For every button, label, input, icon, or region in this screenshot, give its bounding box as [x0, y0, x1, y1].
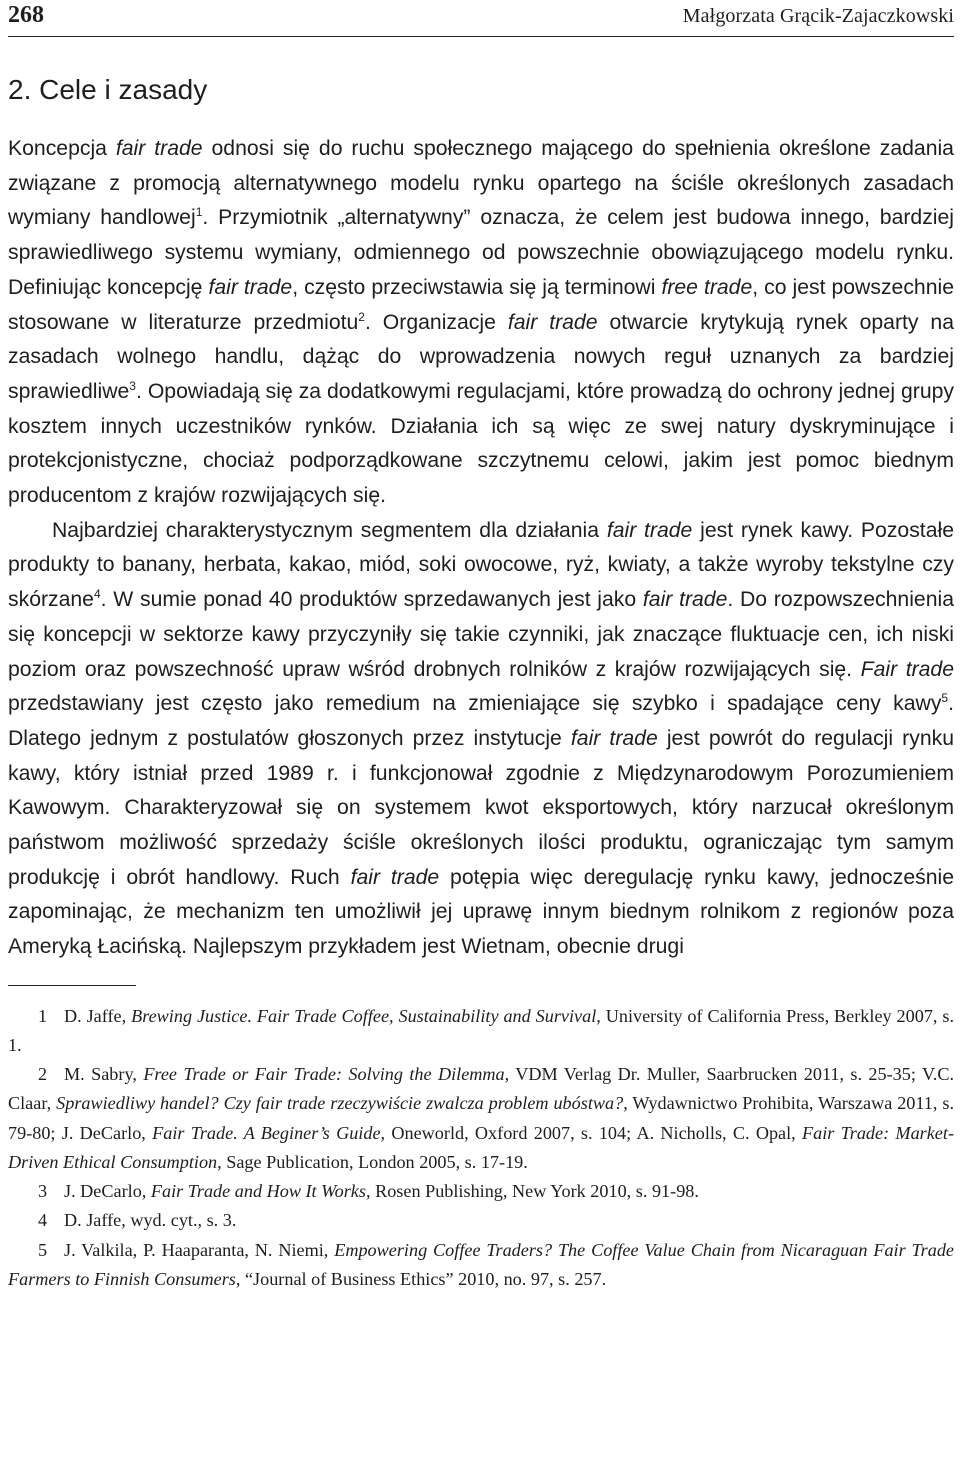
footnote-text: [64, 1181, 699, 1201]
italic-term: fair trade: [350, 865, 440, 889]
paragraph: [8, 514, 954, 965]
footnote-separator: [8, 985, 136, 986]
footnote-text: [64, 1210, 236, 1230]
paragraph: [8, 132, 954, 514]
text-run: . Przymiotnik „alternatywny” oznacza, że celem jest budowa innego, bardziej sprawiedliwego systemu wymiany, odmiennego od powszechnie obowiązującego modelu rynku. Definiując koncepcję: [8, 206, 955, 299]
footnote: [8, 1177, 954, 1206]
italic-term: Fair Trade and How It Works: [150, 1181, 366, 1202]
italic-term: Fair Trade: Market-Driven Ethical Consumption: [8, 1122, 954, 1172]
footnote-reference: 1: [195, 205, 203, 220]
text-run: D. Jaffe,: [64, 1005, 132, 1026]
text-run: jest powrót do regulacji rynku kawy, który istniał przed 1989 r. i funkcjonował zgodnie z Międzynarodowym Porozumieniem Kawowym. Charakteryzował się on systemem kwot eksportowych, który narzucał określonym państwom możliwość sprzedaży ściśle określonych ilości produktu, ograniczając tym samym produkcję i obrót handlowy. Ruch: [8, 726, 954, 889]
italic-term: fair trade: [115, 137, 203, 160]
italic-term: free trade: [661, 275, 753, 299]
text-run: jest rynek kawy. Pozostałe produkty to banany, herbata, kakao, miód, soki owocowe, ryż, kwiaty, a także wyroby tekstylne czy skórzane: [8, 518, 954, 612]
footnote-number: 1: [38, 1005, 48, 1026]
text-run: . Organizacje: [364, 310, 508, 334]
italic-term: Free Trade or Fair Trade: Solving the Dilemma: [143, 1064, 505, 1085]
text-run: , “Journal of Business Ethics” 2010, no. 97, s. 257.: [235, 1268, 607, 1289]
text-run: przedstawiany jest często jako remedium na zmieniające się szybko i spadające ceny kawy: [8, 692, 942, 716]
footnote: [8, 1236, 954, 1294]
footnote-number: 2: [38, 1064, 48, 1085]
text-run: . Dlatego jednym z postulatów głoszonych przez instytucje: [8, 692, 954, 750]
text-run: . W sumie ponad 40 produktów sprzedawanych jest jako: [100, 588, 643, 612]
text-run: potępia więc deregulację rynku kawy, jednocześnie zapominając, że mechanizm ten umożliwił jej uprawę innym biednym rolnikom z regionów poza Ameryką Łacińską. Najlepszym przykładem jest Wietnam, obecnie drugi: [8, 865, 954, 959]
document-page: [8, 0, 954, 1294]
italic-term: fair trade: [208, 275, 293, 299]
italic-term: Fair trade: [860, 657, 954, 681]
italic-term: Fair Trade. A Beginer’s Guide: [152, 1122, 381, 1143]
page-number: 268: [8, 2, 44, 28]
italic-term: Empowering Coffee Traders? The Coffee Value Chain from Nicaraguan Fair Trade Farmers to Finnish Consumers: [8, 1239, 954, 1289]
text-run: J. Valkila, P. Haaparanta, N. Niemi,: [64, 1239, 335, 1260]
text-run: , co jest powszechnie stosowane w literaturze przedmiotu: [8, 275, 954, 334]
text-run: . Do rozpowszechnienia się koncepcji w sektorze kawy przyczyniły się takie czynniki, jak znaczące fluktuacje cen, ich niski poziom oraz powszechność upraw wśród drobnych rolników z krajów rozwijających się.: [8, 588, 954, 681]
text-run: M. Sabry,: [64, 1064, 144, 1085]
text-run: , często przeciwstawia się ją terminowi: [292, 275, 662, 299]
italic-term: fair trade: [606, 518, 693, 542]
text-run: D. Jaffe, wyd. cyt., s. 3.: [64, 1210, 237, 1231]
footnotes: [8, 1002, 954, 1294]
text-run: Najbardziej charakterystycznym segmentem dla działania: [52, 518, 607, 542]
text-run: odnosi się do ruchu społecznego mającego do spełnienia określone zadania związane z promocją alternatywnego modelu rynku opartego na ściśle określonych zasadach wymiany handlowej: [8, 137, 954, 230]
text-run: . Opowiadają się za dodatkowymi regulacjami, które prowadzą do ochrony jednej grupy kosztem innych uczestników rynków. Działania ich są więc ze swej natury dyskryminujące i protekcjonistyczne, chociaż podporządkowane szczytnemu celowi, jakim jest pomoc biednym producentom z krajów rozwijających się.: [8, 379, 954, 508]
footnote: [8, 1060, 954, 1177]
footnote: [8, 1002, 954, 1060]
text-run: , VDM Verlag Dr. Muller, Saarbrucken 2011, s. 25-35; V.C. Claar,: [8, 1064, 954, 1114]
footnote-number: 4: [38, 1210, 48, 1231]
text-run: , Oneworld, Oxford 2007, s. 104; A. Nicholls, C. Opal,: [380, 1122, 803, 1143]
footnote-text: [8, 1006, 954, 1055]
italic-term: fair trade: [570, 726, 658, 750]
footnote-reference: 3: [129, 378, 136, 393]
text-run: , Rosen Publishing, New York 2010, s. 91-98.: [365, 1181, 699, 1202]
footnote-number: 5: [38, 1239, 48, 1260]
footnote-reference: 4: [93, 587, 101, 602]
text-run: , Sage Publication, London 2005, s. 17-19.: [217, 1151, 528, 1172]
italic-term: fair trade: [507, 310, 598, 334]
text-run: otwarcie krytykują rynek oparty na zasadach wolnego handlu, dążąc do wprowadzenia nowych reguł uznanych za bardziej sprawiedliwe: [8, 310, 954, 403]
italic-term: fair trade: [642, 588, 728, 612]
text-run: Koncepcja: [8, 137, 116, 160]
text-run: , Wydawnictwo Prohibita, Warszawa 2011, s. 79-80; J. DeCarlo,: [8, 1093, 954, 1143]
footnote-text: [8, 1240, 954, 1289]
body-text: [8, 132, 954, 965]
text-run: J. DeCarlo,: [64, 1181, 151, 1202]
footnote-reference: 2: [358, 309, 365, 324]
footnote-reference: 5: [941, 691, 949, 706]
footnote-number: 3: [38, 1181, 48, 1202]
footnote-text: [8, 1064, 954, 1172]
footnote: [8, 1206, 954, 1235]
italic-term: Sprawiedliwy handel? Czy fair trade rzeczywiście zwalcza problem ubóstwa?: [56, 1093, 624, 1114]
running-header: [8, 0, 954, 37]
text-run: , University of California Press, Berkley 2007, s. 1.: [8, 1005, 954, 1056]
author-running-head: Małgorzata Grącik-Zajaczkowski: [682, 5, 954, 27]
italic-term: Brewing Justice. Fair Trade Coffee, Sustainability and Survival: [131, 1005, 597, 1026]
section-heading: 2. Cele i zasady: [8, 74, 208, 105]
